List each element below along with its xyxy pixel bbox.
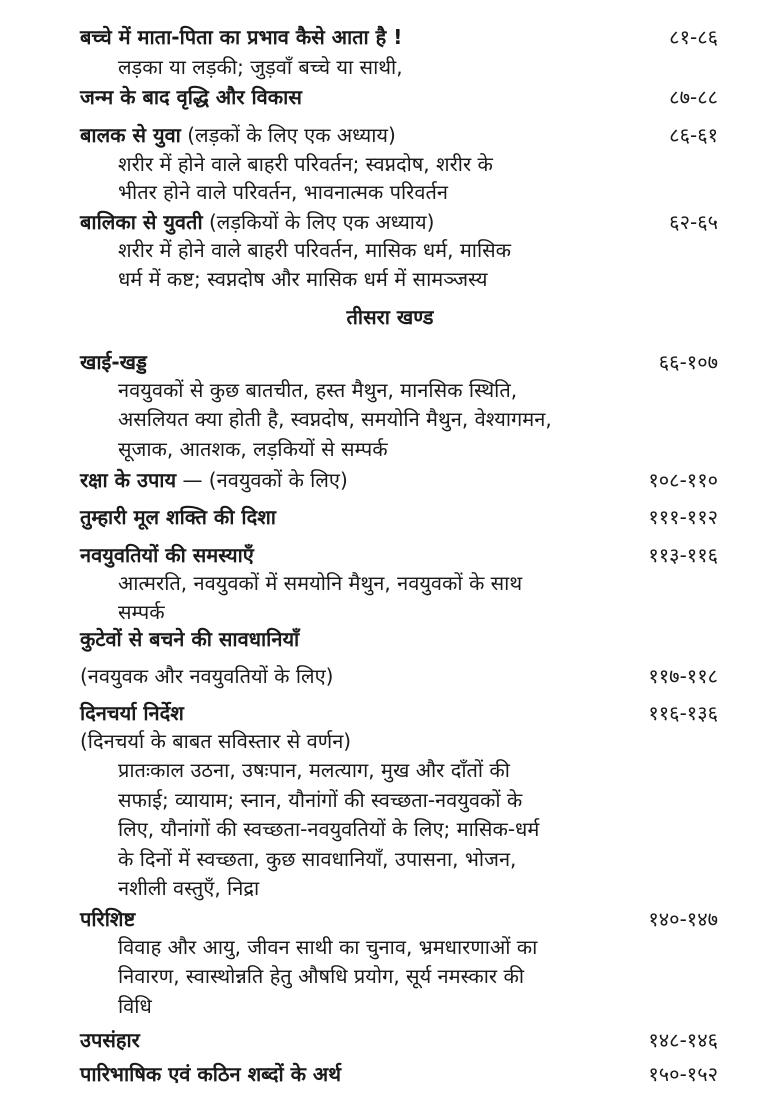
entry-note: (लड़कियों के लिए एक अध्याय): [202, 210, 435, 234]
page-range: ८१-८६: [669, 25, 718, 49]
entry-desc: भीतर होने वाले परिवर्तन, भावनात्मक परिवर्तन: [118, 180, 448, 204]
entry-title: नवयुवतियों की समस्याएँ: [80, 543, 254, 567]
page-range: ६२-६५: [669, 210, 718, 234]
entry-desc: लिए, यौनांगों की स्वच्छता-नवयुवतियों के लिए; मासिक-धर्म: [118, 817, 540, 841]
page-range: ६६-१०७: [658, 350, 718, 374]
entry-desc: शरीर में होने वाले बाहरी परिवर्तन, मासिक धर्म, मासिक: [118, 238, 512, 262]
entry-desc: सम्पर्क: [118, 600, 165, 624]
page-range: १०८-११०: [648, 468, 718, 492]
toc-desc: [0, 959, 780, 993]
page-range: १५०-१५२: [648, 1062, 718, 1086]
page-range: १४८-१४६: [648, 1028, 718, 1052]
page-range: ११३-११६: [648, 543, 718, 567]
entry-desc: विधि: [118, 994, 152, 1018]
entry-note: (लड़कों के लिए एक अध्याय): [180, 123, 396, 147]
entry-desc: विवाह और आयु, जीवन साथी का चुनाव, भ्रमधारणाओं का: [118, 935, 538, 959]
entry-desc: सफाई; व्यायाम; स्नान, यौनांगों की स्वच्छता-नवयुवकों के: [118, 788, 523, 812]
toc-entry: [0, 659, 780, 693]
entry-desc: के दिनों में स्वच्छता, कुछ सावधानियाँ, उपासना, भोजन,: [118, 847, 517, 871]
toc-entry: [0, 500, 780, 534]
toc-desc: [0, 753, 780, 787]
entry-title: बच्चे में माता-पिता का प्रभाव कैसे आता है !: [80, 25, 403, 49]
page-range: ११६-१३६: [648, 701, 718, 725]
entry-title: जन्म के बाद वृद्धि और विकास: [80, 85, 302, 109]
entry-note: (नवयुवक और नवयुवतियों के लिए): [80, 664, 334, 688]
toc-desc: [0, 402, 780, 436]
entry-title: पारिभाषिक एवं कठिन शब्दों के अर्थ: [80, 1062, 341, 1086]
entry-desc: आत्मरति, नवयुवकों में समयोनि मैथुन, नवयुवकों के साथ: [118, 571, 523, 595]
entry-title: बालिका से युवती: [80, 210, 203, 234]
entry-desc: सूजाक, आतशक, लड़कियों से सम्पर्क: [118, 437, 388, 461]
toc-entry: [0, 1057, 780, 1091]
entry-title: कुटेवों से बचने की सावधानियाँ: [80, 627, 300, 651]
toc-desc: [0, 175, 780, 209]
entry-desc: नशीली वस्तुएँ, निद्रा: [118, 876, 260, 900]
entry-title: खाई-खड्ड: [80, 350, 147, 374]
toc-entry: [0, 622, 780, 656]
toc-desc: [0, 50, 780, 84]
entry-desc: निवारण, स्वास्थोन्नति हेतु औषधि प्रयोग, सूर्य नमस्कार की: [118, 964, 524, 988]
toc-desc: [0, 432, 780, 466]
entry-title: तुम्हारी मूल शक्ति की दिशा: [80, 505, 276, 529]
toc-entry: [0, 1023, 780, 1057]
toc-desc: [0, 989, 780, 1023]
section-heading: तीसरा खण्ड: [346, 305, 434, 329]
entry-desc: नवयुवकों से कुछ बातचीत, हस्त मैथुन, मानसिक स्थिति,: [118, 378, 518, 402]
entry-note: (दिनचर्या के बाबत सविस्तार से वर्णन): [80, 729, 352, 753]
entry-title: दिनचर्या निर्देश: [80, 701, 184, 725]
entry-desc: असलियत क्या होती है, स्वप्नदोष, समयोनि मैथुन, वेश्यागमन,: [118, 407, 552, 431]
entry-desc: धर्म में कष्ट; स्वप्नदोष और मासिक धर्म में सामञ्जस्य: [118, 267, 488, 291]
entry-note: — (नवयुवकों के लिए): [176, 468, 348, 492]
entry-desc: प्रातःकाल उठना, उषःपान, मलत्याग, मुख और दाँतों की: [118, 758, 510, 782]
entry-title: बालक से युवा: [80, 123, 181, 147]
page-range: १४०-१४७: [648, 907, 718, 931]
toc-desc: [0, 262, 780, 296]
entry-title: उपसंहार: [80, 1028, 140, 1052]
page-range: ८६-६१: [669, 123, 718, 147]
page-range: १११-११२: [648, 505, 718, 529]
toc-desc: [0, 871, 780, 905]
entry-title: रक्षा के उपाय: [80, 468, 177, 492]
toc-entry: [0, 20, 780, 54]
toc-desc: [0, 812, 780, 846]
toc-entry: [0, 463, 780, 497]
entry-desc: लड़का या लड़की; जुड़वाँ बच्चे या साथी,: [118, 55, 403, 79]
toc-entry: [0, 80, 780, 114]
entry-desc: शरीर में होने वाले बाहरी परिवर्तन; स्वप्नदोष, शरीर के: [118, 152, 493, 176]
page-range: ११७-११८: [648, 664, 718, 688]
entry-title: परिशिष्ट: [80, 907, 136, 931]
page-range: ८७-८८: [669, 85, 718, 109]
